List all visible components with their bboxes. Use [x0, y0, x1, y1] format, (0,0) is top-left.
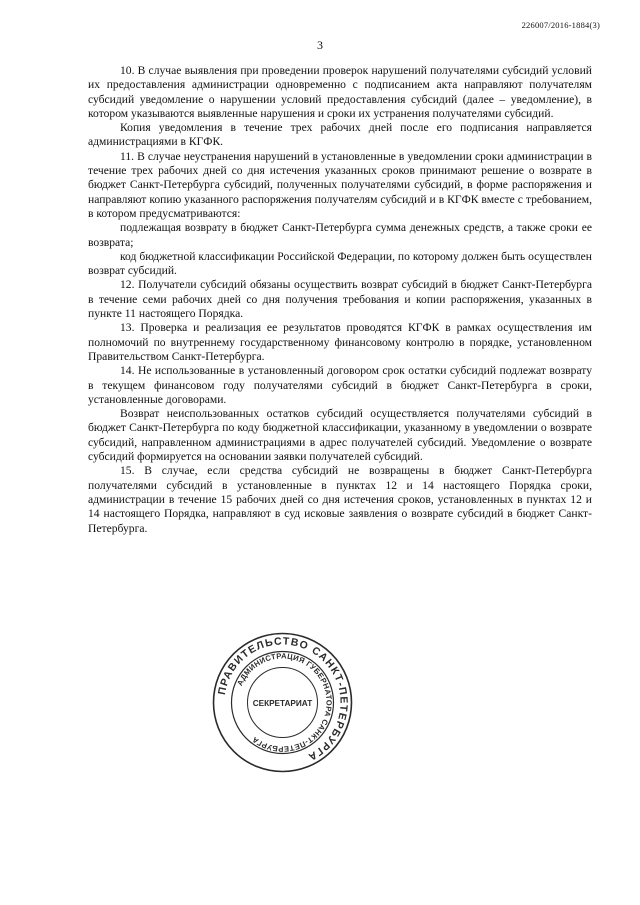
official-stamp	[210, 630, 355, 775]
paragraph: подлежащая возврату в бюджет Санкт-Петербурга сумма денежных средств, а также сроки ее возврата;	[88, 221, 592, 249]
paragraph: код бюджетной классификации Российской Федерации, по которому должен быть осуществлен возврат субсидий.	[88, 249, 592, 278]
document-code: 226007/2016-1884(3)	[521, 20, 600, 30]
paragraph: 11. В случае неустранения нарушений в установленные в уведомлении сроки администрации в течение трех рабочих дней со дня истечения указанных сроков принимают решение о возврате в бюджет Санкт-Петербурга субсидий, полученных получателями субсидий, в форме распоряжения и направляют копию указанного распоряжения получателям субсидий и в КГФК вместе с требованием, в котором предусматриваются:	[88, 149, 592, 220]
paragraph: 12. Получатели субсидий обязаны осуществить возврат субсидий в бюджет Санкт-Петербурга в течение семи рабочих дней со дня получения требования и копии распоряжения, указанных в пункте 11 настоящего Порядка.	[88, 278, 592, 321]
page-number: 3	[317, 38, 323, 52]
stamp-outer-text: ПРАВИТЕЛЬСТВО САНКТ-ПЕТЕРБУРГА	[215, 635, 350, 764]
paragraph: 10. В случае выявления при проведении проверок нарушений получателями субсидий условий их предоставления администрации одновременно с подписанием акта направляют получателям субсидий уведомление о нарушении условий предоставления субсидий (далее – уведомление), в котором указываются выявленные нарушения и сроки их устранения получателями субсидий.	[88, 64, 592, 120]
document-body	[88, 64, 592, 536]
paragraph: 13. Проверка и реализация ее результатов проводятся КГФК в рамках осуществления им полномочий по внутреннему государственному финансовому контролю в порядке, установленном Правительством Санкт-Петербурга.	[88, 321, 592, 363]
paragraph: 15. В случае, если средства субсидий не возвращены в бюджет Санкт-Петербурга получателями субсидий в установленные в пунктах 12 и 14 настоящего Порядка сроки, администрации в течение 15 рабочих дней со дня истечения сроков, установленных в пунктах 12 и 14 настоящего Порядка, направляют в суд исковые заявления о возврате субсидий в бюджет Санкт-Петербурга.	[88, 464, 592, 535]
paragraph: Копия уведомления в течение трех рабочих дней после его подписания направляется администрациями в КГФК.	[88, 121, 592, 149]
paragraph: Возврат неиспользованных остатков субсидий осуществляется получателями субсидий в бюджет Санкт-Петербурга по коду бюджетной классификации, указанному в уведомлении о возврате субсидий, направленном администрациями в адрес получателей субсидий. Уведомление о возврате субсидий формируется на основании заявки получателей субсидий.	[88, 407, 592, 464]
stamp-center-text: СЕКРЕТАРИАТ	[252, 699, 313, 708]
paragraph: 14. Не использованные в установленный договором срок остатки субсидий подлежат возврату в текущем финансовом году получателями субсидий в бюджет Санкт-Петербурга в сроки, установленные договорами.	[88, 364, 592, 406]
stamp-inner-text: АДМИНИСТРАЦИЯ ГУБЕРНАТОРА САНКТ-ПЕТЕРБУРГА	[235, 651, 334, 754]
